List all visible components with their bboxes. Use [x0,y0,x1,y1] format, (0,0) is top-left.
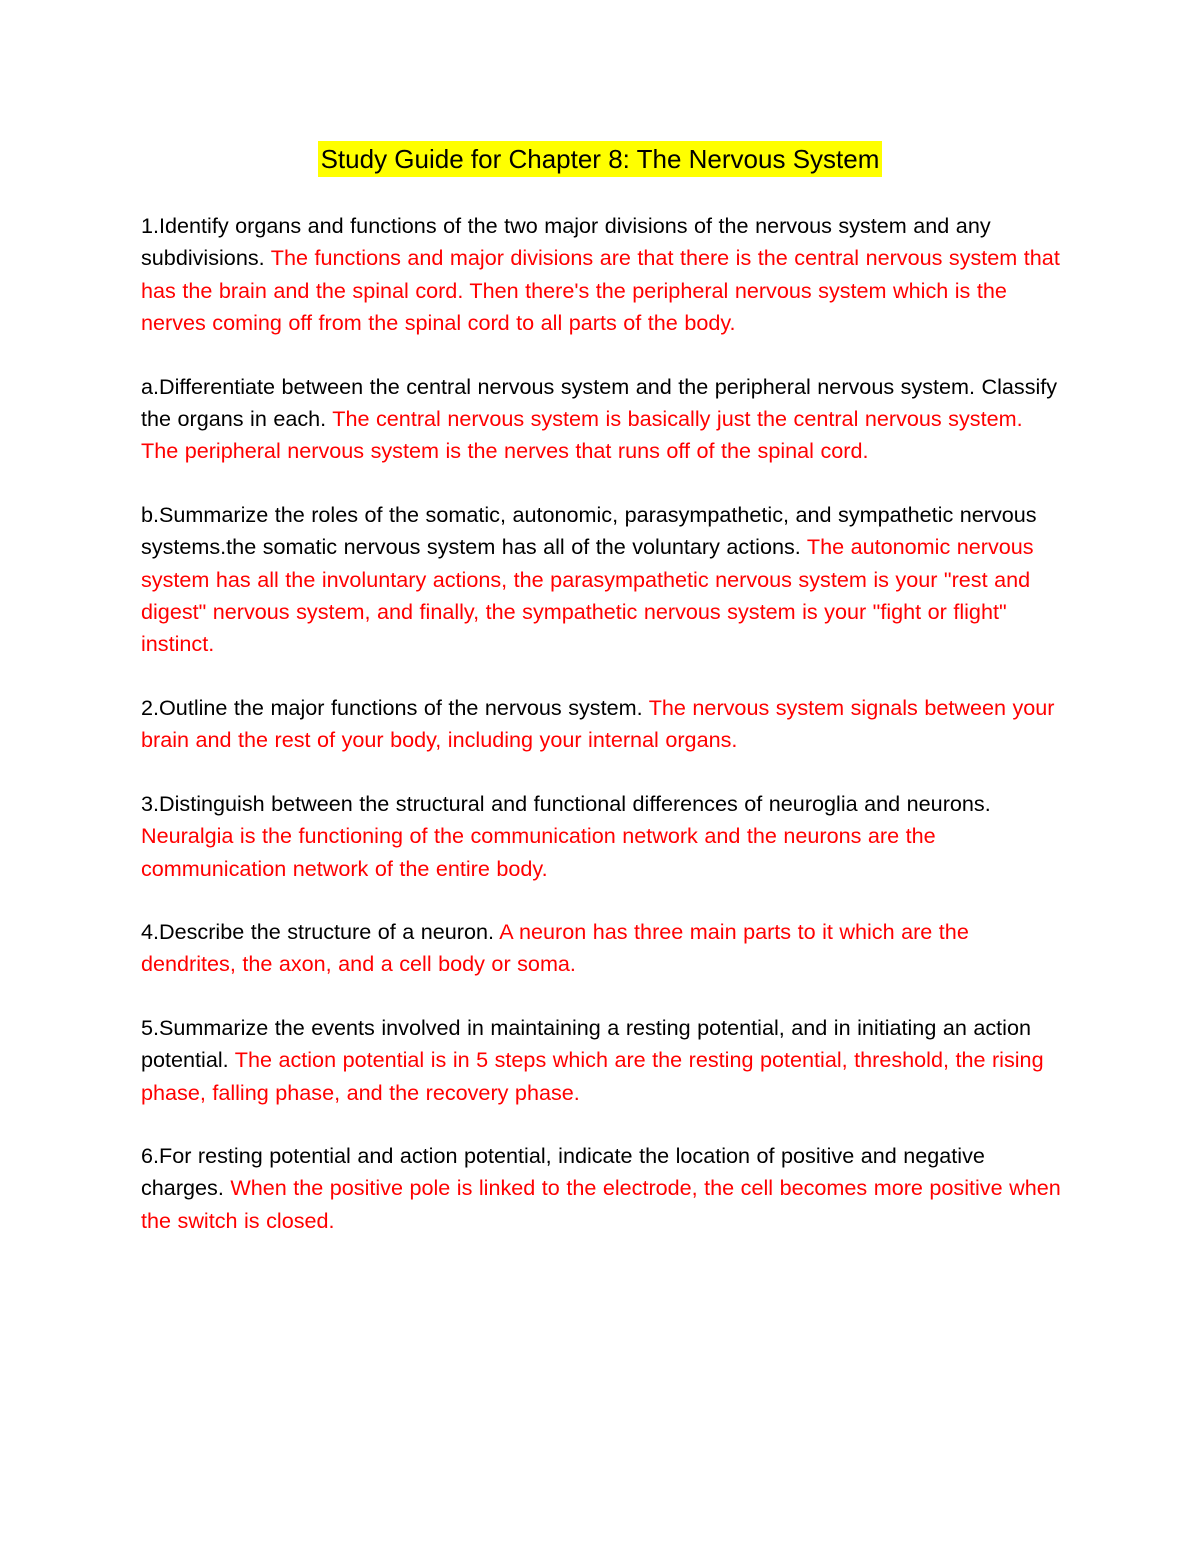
question-text: 5.Summarize the events involved in maintaining a resting potential, and in initiating an action potential. [141,1014,1031,1073]
answer-text: The nervous system signals between your brain and the rest of your body, including your internal organs. [141,694,1055,753]
study-item-1a [141,371,1061,468]
question-text: 6.For resting potential and action potential, indicate the location of positive and negative charges. [141,1142,985,1201]
answer-text: A neuron has three main parts to it which are the dendrites, the axon, and a cell body or soma. [141,918,969,977]
study-item-1 [141,210,1061,340]
study-guide-content [141,210,1061,1268]
question-text: 3.Distinguish between the structural and functional differences of neuroglia and neurons. [141,790,991,816]
study-item-1b [141,499,1061,661]
answer-text: The autonomic nervous system has all the involuntary actions, the parasympathetic nervous system is your "rest and digest" nervous system, and finally, the sympathetic nervous system is your "fight or flight" instinct. [141,534,1034,657]
answer-text: The functions and major divisions are that there is the central nervous system that has the brain and the spinal cord. Then there's the peripheral nervous system which is the nerves coming off from the spinal cord to all parts of the body. [141,245,1060,336]
question-text: 1.Identify organs and functions of the two major divisions of the nervous system and any subdivisions. [141,213,991,271]
study-item-2 [141,692,1061,757]
answer-text: The action potential is in 5 steps which are the resting potential, threshold, the rising phase, falling phase, and the recovery phase. [141,1047,1044,1105]
study-item-4 [141,916,1061,981]
title-container [0,141,1200,177]
answer-text: The central nervous system is basically just the central nervous system. The peripheral nervous system is the nerves that runs off of the spinal cord. [141,406,1023,464]
answer-text: When the positive pole is linked to the electrode, the cell becomes more positive when the switch is closed. [141,1175,1061,1233]
study-item-6 [141,1140,1061,1237]
page-title: Study Guide for Chapter 8: The Nervous System [318,141,883,177]
answer-text: Neuralgia is the functioning of the communication network and the neurons are the communication network of the entire body. [141,823,936,881]
question-text: a.Differentiate between the central nervous system and the peripheral nervous system. Classify the organs in each. [141,373,1058,432]
study-item-5 [141,1012,1061,1109]
study-item-3 [141,788,1061,885]
question-text: 4.Describe the structure of a neuron. [141,918,500,944]
question-text: 2.Outline the major functions of the nervous system. [141,694,649,720]
question-text: b.Summarize the roles of the somatic, autonomic, parasympathetic, and sympathetic nervous systems.the somatic nervous system has all of the voluntary actions. [141,501,1037,560]
